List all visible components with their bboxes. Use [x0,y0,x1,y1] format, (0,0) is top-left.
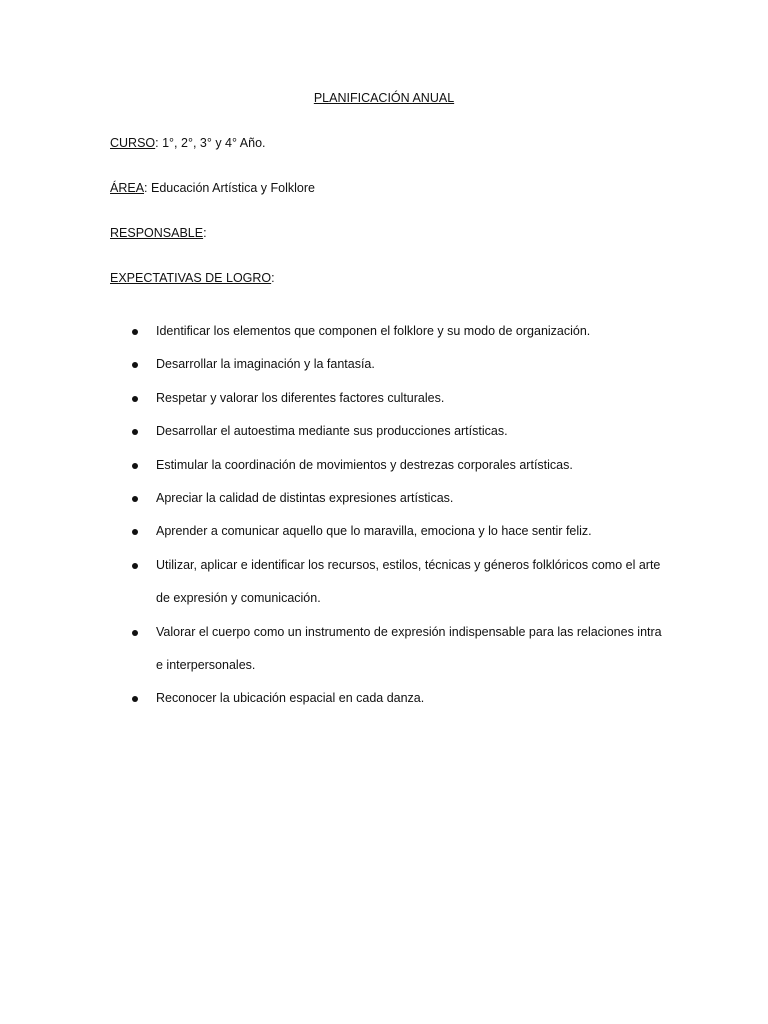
list-item-text: Desarrollar la imaginación y la fantasía. [156,357,375,372]
responsable-label: RESPONSABLE [110,226,204,240]
expectativas-value: : [271,271,275,285]
responsable-field [110,225,207,241]
bullet-icon [132,463,138,469]
list-item [130,482,670,515]
list-item [130,382,670,415]
list-item-text: Utilizar, aplicar e identificar los recursos, estilos, técnicas y géneros folklóricos como el arte de expresión y comunicación. [156,557,661,606]
bullet-icon [132,329,138,335]
bullet-icon [132,429,138,435]
list-item-text: Valorar el cuerpo como un instrumento de expresión indispensable para las relaciones intra e interpersonales. [156,624,662,673]
bullet-icon [132,496,138,502]
expectativas-field [110,270,275,286]
expectativas-list [130,315,670,716]
list-item [130,415,670,448]
list-item-text: Apreciar la calidad de distintas expresiones artísticas. [156,491,454,506]
list-item [130,549,670,616]
area-value: : Educación Artística y Folklore [144,181,315,195]
list-item [130,449,670,482]
list-item-text: Aprender a comunicar aquello que lo maravilla, emociona y lo hace sentir feliz. [156,524,592,539]
bullet-icon [132,396,138,402]
list-item-text: Identificar los elementos que componen el folklore y su modo de organización. [156,324,591,338]
list-item-text: Reconocer la ubicación espacial en cada danza. [156,691,425,706]
page-title-text: PLANIFICACIÓN ANUAL [313,91,455,105]
curso-field [110,135,266,151]
list-item [130,616,670,683]
list-item [130,315,670,348]
area-field [110,180,315,196]
bullet-icon [132,630,138,636]
expectativas-label: EXPECTATIVAS DE LOGRO [110,271,272,285]
list-item [130,348,670,381]
bullet-icon [132,362,138,368]
area-label: ÁREA [110,181,145,195]
bullet-icon [132,563,138,569]
bullet-icon [132,529,138,535]
bullet-icon [132,696,138,702]
curso-value: : 1°, 2°, 3° y 4° Año. [155,136,266,150]
curso-label: CURSO [110,136,156,150]
list-item [130,515,670,548]
list-item [130,682,670,715]
responsable-value: : [203,226,207,240]
list-item-text: Desarrollar el autoestima mediante sus producciones artísticas. [156,424,508,439]
list-item-text: Respetar y valorar los diferentes factores culturales. [156,390,445,405]
list-item-text: Estimular la coordinación de movimientos y destrezas corporales artísticas. [156,457,573,472]
page-title [0,90,768,106]
